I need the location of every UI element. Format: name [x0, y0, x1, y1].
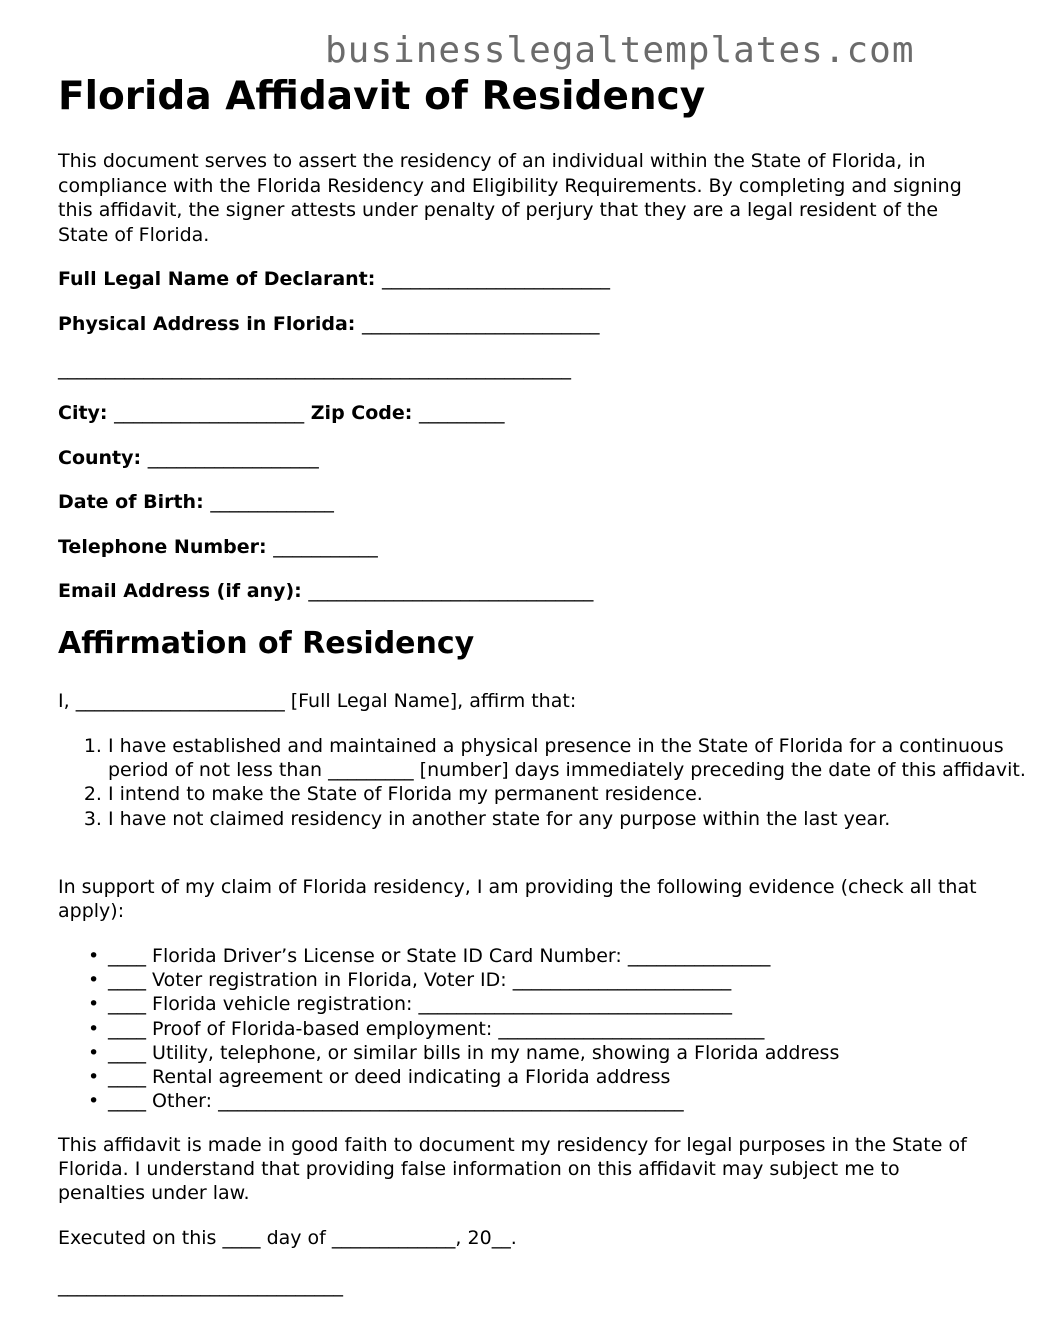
evidence-label: Florida vehicle registration: — [152, 993, 413, 1016]
phone-label: Telephone Number: — [58, 536, 267, 558]
year-prefix: , 20 — [455, 1227, 492, 1249]
list-item — [108, 1089, 1037, 1113]
affirmation-suffix: [Full Legal Name], affirm that: — [290, 690, 577, 712]
list-item — [108, 944, 1037, 968]
execution-line — [58, 1226, 988, 1250]
list-item — [108, 1017, 1037, 1041]
evidence-check-blank[interactable]: ____ — [108, 1041, 146, 1064]
affirmation-intro — [58, 689, 988, 713]
document-title: Florida Affidavit of Residency — [58, 74, 706, 119]
city-zip-field — [58, 401, 505, 425]
city-label: City: — [58, 402, 108, 424]
list-item — [108, 782, 1037, 806]
evidence-check-blank[interactable]: ____ — [108, 969, 146, 992]
full-name-field — [58, 267, 610, 291]
full-name-label: Full Legal Name of Declarant: — [58, 268, 376, 290]
affirmation-item-1-text: I have established and maintained a physical presence in the State of Florida for a continuous period of not less than — [108, 735, 1004, 782]
address-label: Physical Address in Florida: — [58, 313, 356, 335]
evidence-value-blank[interactable]: _________________________________________________ — [218, 1090, 684, 1113]
list-item — [108, 1041, 1037, 1065]
email-blank[interactable]: ______________________________ — [308, 580, 594, 602]
affirmation-name-blank[interactable]: ______________________ — [75, 690, 285, 712]
phone-blank[interactable]: ___________ — [273, 536, 378, 558]
list-item — [108, 807, 1037, 831]
evidence-label: Proof of Florida-based employment: — [152, 1017, 493, 1040]
evidence-value-blank[interactable]: _______________ — [627, 945, 771, 967]
days-blank[interactable]: _________ — [328, 759, 414, 782]
day-blank[interactable]: ____ — [222, 1227, 261, 1249]
dob-blank[interactable]: _____________ — [210, 491, 334, 513]
list-item — [108, 992, 1037, 1016]
evidence-label: Voter registration in Florida, Voter ID: — [152, 969, 507, 992]
dob-field — [58, 490, 334, 514]
address-field — [58, 312, 600, 336]
county-label: County: — [58, 447, 142, 469]
evidence-check-blank[interactable]: ____ — [108, 945, 146, 967]
intro-paragraph: This document serves to assert the residency of an individual within the State of Florida, in compliance with the Florida Residency and Eligibility Requirements. By completing and signing this affidavit, the signer attests under penalty of perjury that they are a legal resident of the State of Florida. — [58, 150, 962, 246]
list-item — [108, 734, 1037, 782]
list-item — [108, 1065, 1037, 1089]
county-field — [58, 446, 319, 470]
address-blank[interactable]: _________________________ — [362, 313, 600, 335]
executed-prefix: Executed on this — [58, 1227, 217, 1249]
list-item — [108, 968, 1037, 992]
affirmation-item-3-text: I have not claimed residency in another state for any purpose within the last year. — [108, 807, 891, 830]
evidence-list — [58, 944, 1037, 1113]
evidence-label: Utility, telephone, or similar bills in my name, showing a Florida address — [152, 1041, 840, 1064]
watermark-logo: businesslegaltemplates.com — [325, 30, 915, 71]
evidence-value-blank[interactable]: _________________________________ — [418, 993, 732, 1016]
dob-label: Date of Birth: — [58, 491, 204, 513]
evidence-value-blank[interactable]: _______________________ — [512, 969, 732, 992]
affirmation-item-1-suffix: [number] days immediately preceding the date of this affidavit. — [419, 759, 1026, 782]
evidence-check-blank[interactable]: ____ — [108, 1017, 146, 1040]
phone-field — [58, 535, 378, 559]
full-name-blank[interactable]: ________________________ — [381, 268, 610, 290]
year-blank[interactable]: __ — [491, 1227, 511, 1249]
closing-statement: This affidavit is made in good faith to document my residency for legal purposes in the State of Florida. I understand that providing false information on this affidavit may subject me to penalties under law. — [58, 1134, 967, 1205]
signature-line[interactable]: ______________________________ — [58, 1275, 343, 1297]
evidence-check-blank[interactable]: ____ — [108, 1066, 146, 1089]
year-suffix: . — [510, 1227, 517, 1249]
address-line-2-blank[interactable]: ______________________________________________________ — [58, 358, 571, 380]
affirmation-prefix: I, — [58, 690, 70, 712]
evidence-check-blank[interactable]: ____ — [108, 1090, 146, 1113]
evidence-intro: In support of my claim of Florida residency, I am providing the following evidence (check all that apply): — [58, 876, 977, 923]
evidence-label: Other: — [152, 1090, 213, 1113]
day-of-label: day of — [266, 1227, 326, 1249]
address-line-2 — [58, 357, 571, 381]
evidence-label: Rental agreement or deed indicating a Florida address — [152, 1066, 671, 1089]
zip-blank[interactable]: _________ — [419, 402, 505, 424]
county-blank[interactable]: __________________ — [147, 447, 319, 469]
city-blank[interactable]: ____________________ — [114, 402, 305, 424]
evidence-label: Florida Driver’s License or State ID Card Number: — [152, 945, 622, 967]
evidence-check-blank[interactable]: ____ — [108, 993, 146, 1016]
email-label: Email Address (if any): — [58, 580, 302, 602]
evidence-value-blank[interactable]: ____________________________ — [498, 1017, 765, 1040]
affirmation-list — [58, 734, 1037, 831]
month-blank[interactable]: _____________ — [331, 1227, 456, 1249]
zip-label: Zip Code: — [310, 402, 413, 424]
affirmation-item-2-text: I intend to make the State of Florida my permanent residence. — [108, 783, 703, 806]
affirmation-heading: Affirmation of Residency — [58, 626, 475, 661]
email-field — [58, 579, 593, 603]
